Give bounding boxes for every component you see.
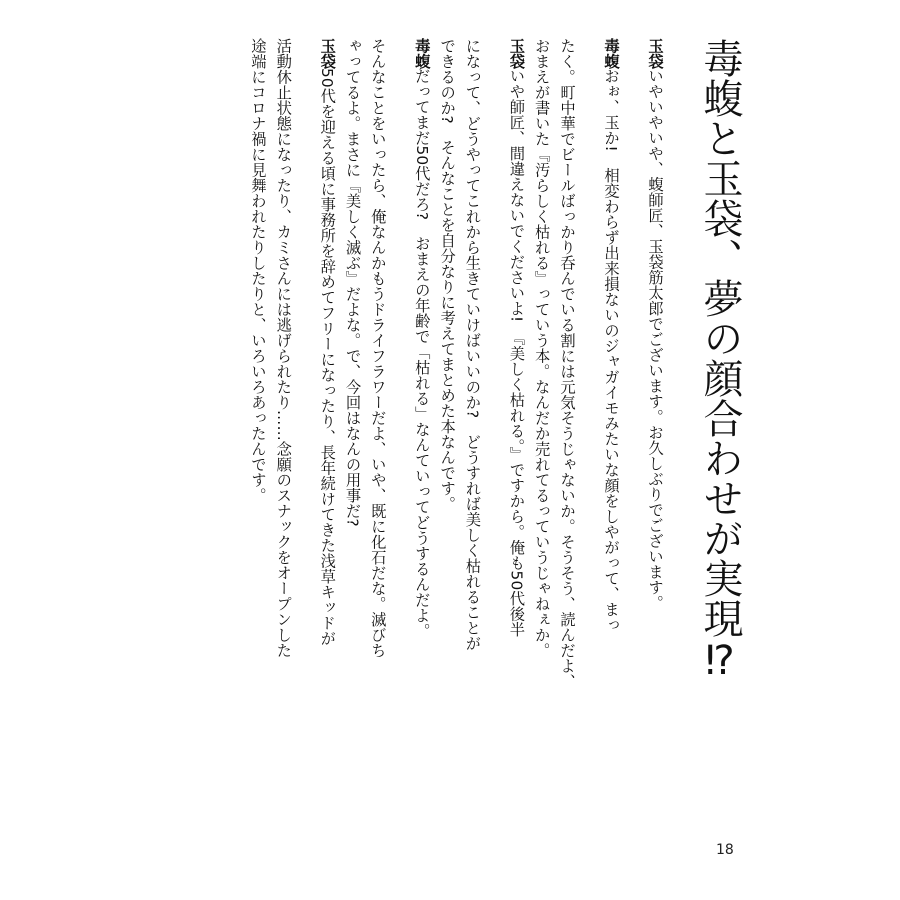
text-line — [438, 38, 457, 818]
line-text: だってまだ50代だろ? おまえの年齢で「枯れる」なんていってどうするんだよ。 — [412, 68, 431, 639]
text-line — [300, 38, 337, 818]
line-text: おぉ、玉か! 相変わらず出来損ないのジャガイモみたいな顔をしやがって、まっ — [602, 68, 620, 633]
line-text: できるのか? そんなことを自分なりに考えてまとめた本なんです。 — [438, 38, 457, 512]
speaker-label: 玉袋 — [646, 38, 664, 69]
speaker-label: 玉袋 — [507, 38, 526, 69]
line-text: いやいやいや、蝮師匠、玉袋筋太郎でございます。お久しぶりでございます。 — [646, 68, 664, 611]
line-text: ゃってるよ。まさに『美しく滅ぶ』だよな。で、今回はなんの用事だ? — [343, 38, 362, 527]
text-line — [584, 38, 618, 818]
text-line — [395, 38, 429, 818]
text-line — [274, 38, 293, 818]
line-text: たく。町中華でビールばっかり呑んでいる割には元気そうじゃないか。そうそう、読んだよ、 — [558, 38, 576, 689]
text-line — [532, 38, 551, 818]
line-text: 活動休止状態になったり、カミさんには逃げられたり……念願のスナックをオープンした — [274, 38, 293, 658]
vertical-text-block — [240, 38, 743, 818]
section-title: 毒蝮と玉袋、夢の顔合わせが実現⁉︎ — [697, 38, 743, 684]
line-text: 途端にコロナ禍に見舞われたりしたりと、いろいろあったんです。 — [248, 38, 267, 503]
line-text: そんなことをいったら、俺なんかもうドライフラワーだよ、いや、既に化石だな。滅びち — [368, 38, 387, 658]
line-text: おまえが書いた『汚らしく枯れる』っていう本。なんだか売れてるっていうじゃねぇか。 — [532, 38, 551, 658]
dialogue-body — [240, 38, 662, 818]
line-text: 50代を迎える頃に事務所を辞めてフリーになったり、長年続けてきた浅草キッドが — [318, 68, 337, 646]
text-line — [628, 38, 662, 818]
line-text: になって、どうやってこれから生きていけばいいのか? どうすれば美しく枯れることが — [463, 38, 482, 651]
text-line — [343, 38, 362, 818]
speaker-label: 毒蝮 — [602, 38, 620, 69]
text-line — [250, 38, 265, 818]
text-line — [559, 38, 574, 818]
page-number: 18 — [716, 842, 734, 858]
line-text: いや師匠、間違えないでくださいよ! 『美しく枯れる。』ですから。俺も50代後半 — [507, 68, 526, 637]
speaker-label: 玉袋 — [318, 38, 337, 69]
text-line — [489, 38, 526, 818]
text-line — [370, 38, 385, 818]
text-line — [463, 38, 482, 818]
speaker-label: 毒蝮 — [412, 38, 431, 69]
